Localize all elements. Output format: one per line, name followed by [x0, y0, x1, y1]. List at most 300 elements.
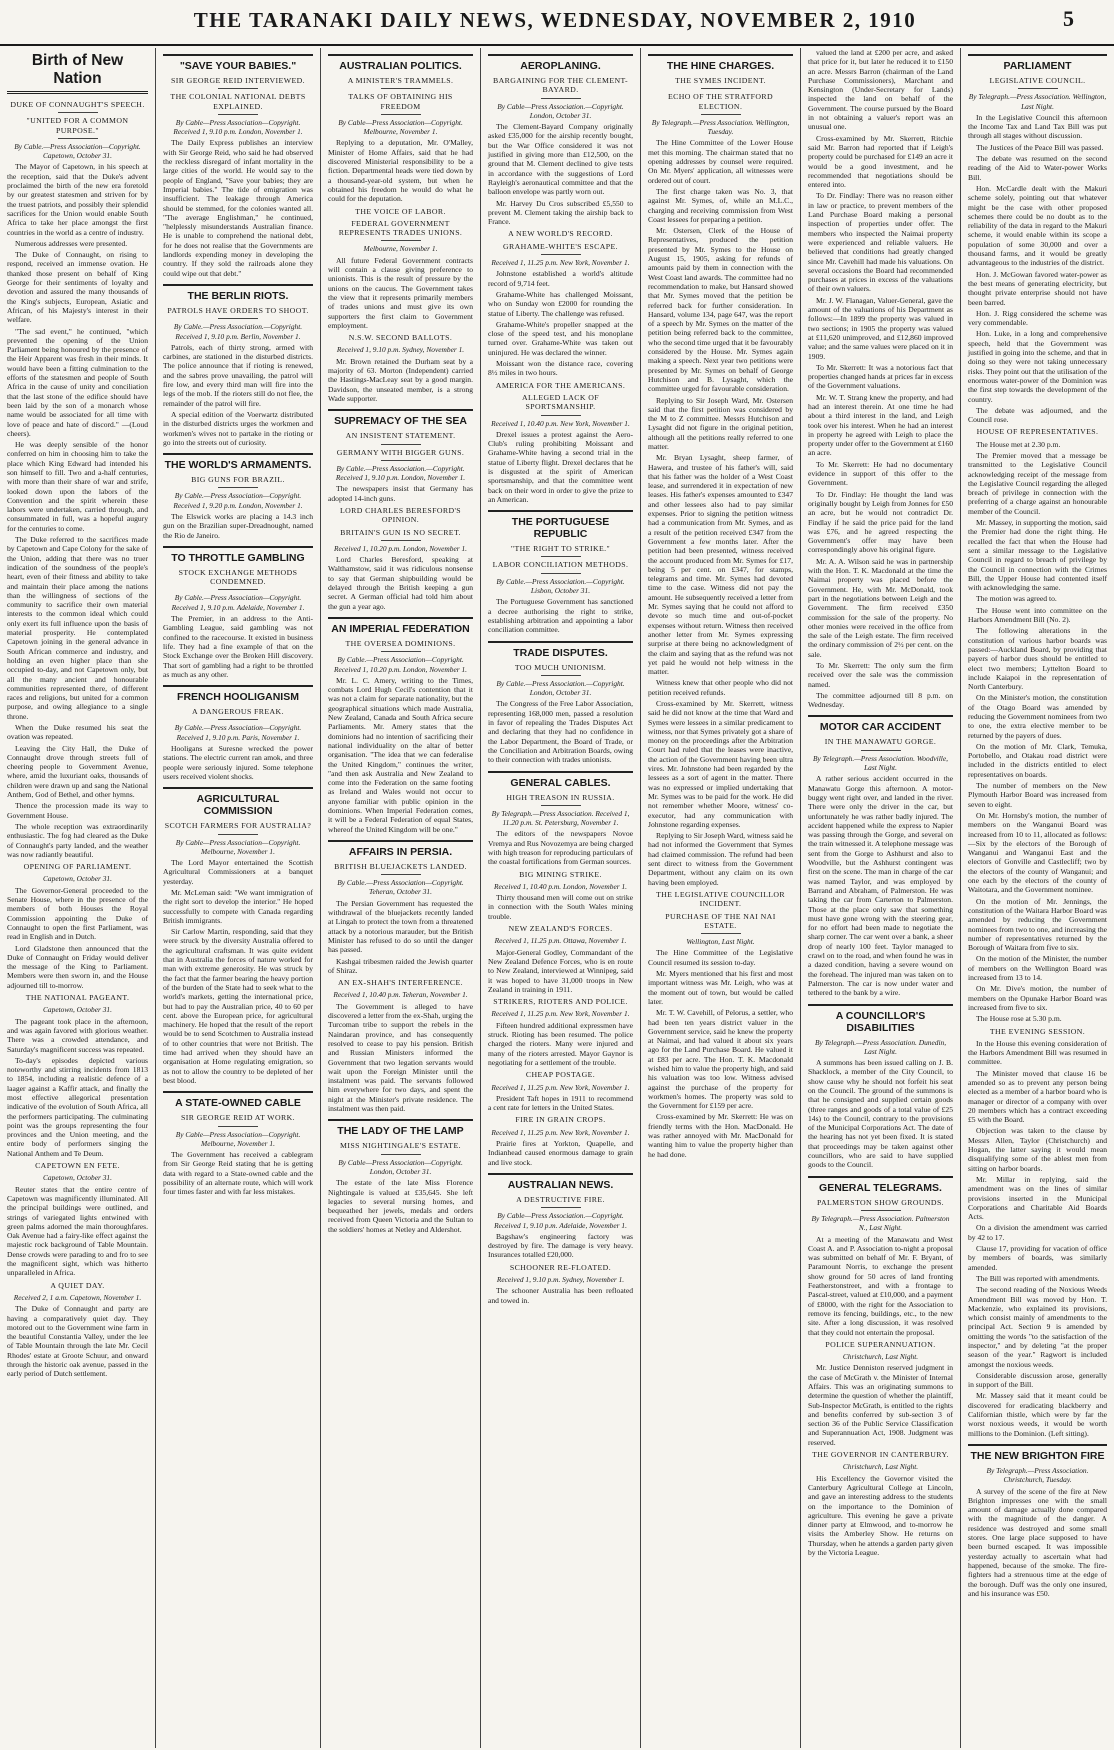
column-1 [0, 48, 155, 1748]
article-paragraph: The following alterations in the constitution of various harbor boards was passed:—Auckland Board, by providing that payers of harbor dues should be entitled to elect two members; Lyttelton Board to include Kaiapoi in the representation of North Canterbury. [968, 626, 1107, 692]
article-paragraph: The Bill was reported with amendments. [976, 1273, 1100, 1283]
article-paragraph: The newspapers insist that Germany has adopted 14-inch guns. [328, 484, 473, 503]
article-subhead: THE COLONIAL NATIONAL DEBTS EXPLAINED. [170, 92, 306, 111]
article-paragraph: The schooner Australia has been refloated and towed in. [488, 1286, 633, 1305]
article-headline: AEROPLANING. [488, 54, 633, 72]
article-dateline: Wellington, Last Night. [686, 937, 755, 947]
divider-rule [381, 874, 421, 875]
article-paragraph: The number of members on the New Plymouth Harbor Board was increased from seven to eight. [968, 781, 1107, 809]
article-headline: A STATE-OWNED CABLE [163, 1091, 313, 1109]
article-dateline: By Cable—Press Association—Copyright. Received 1, 9.10 p.m. London, November 1. [173, 117, 303, 137]
article-body [7, 886, 148, 990]
article-body [808, 774, 953, 997]
divider-rule [381, 240, 421, 241]
article-dateline: By Cable.—Press Association—Copyright. Capetown, October 31. [14, 141, 141, 161]
article-paragraph: To-day's episodes depicted various noteworthy and stirring incidents from 1813 to 1854, including a realistic defence of a laager against a Kaffir attack, and finally the most effective allegorical presentation indicative of the evolution of South Africa, all the performers participating. The culminating point was the groups representing the four provinces and the Union meeting, and the entire body of performers singing the National Anthem and Te Deum. [7, 1055, 148, 1158]
article-body [488, 430, 633, 504]
article [7, 1281, 148, 1379]
article-dateline: By Telegraph.—Press Association. Wellington, Tuesday. [651, 117, 790, 137]
article-headline: THE NEW BRIGHTON FIRE [968, 1444, 1107, 1462]
article-subhead: AN INSISTENT STATEMENT. [345, 431, 456, 441]
article-body [488, 1286, 633, 1305]
article-paragraph: To Mr. Skerrett: The only sum the firm received over the sale was the commission named. [808, 661, 953, 689]
article-paragraph: All future Federal Government contracts will contain a clause giving preference to unionists. This is the result of pressure by the unions on the caucus. The Government takes the view that it represents primarily members of trades unions and must give its own supporters the first claim to Government employment. [328, 255, 473, 330]
article-paragraph: valued the land at £200 per acre, and asked that price for it, but later he reduced it to £150 an acre. Messrs Barron (chairman of the Land Purchase Commissioners), Marchant and Kensington (Under-Secretary for Lands) inspected the land on behalf of the Government. The course pursued by the Board in not obtaining a valuer's report was an unusual one. [808, 48, 953, 132]
article-headline: A COUNCILLOR'S DISABILITIES [808, 1004, 953, 1034]
article-dateline: Capetown, October 31. [43, 874, 112, 884]
article-headline: MOTOR CAR ACCIDENT [808, 715, 953, 733]
article-paragraph: Mr. A. A. Wilson said he was in partnership with the Hon. T. K. Macdonald at the time the Naimai property was placed before the Government. He, with Mr. McDonald, took part in the negotiations between Leigh and the Government. The firm received £350 commission for the sale of the property. No other monies were received in the office from the sale of the Leigh estate. The firm received the ordinary commission of 2½ per cent. on the sale. [808, 556, 953, 659]
article [808, 48, 953, 709]
article-subhead: TOO MUCH UNIONISM. [514, 662, 607, 672]
article-dateline: Received 1, 10.40 p.m. New York, November 1. [491, 418, 630, 428]
article-paragraph: The House went into committee on the Harbors Amendment Bill (No. 2). [968, 605, 1107, 625]
article-subhead: FEDERAL GOVERNMENT REPRESENTS TRADES UNIONS. [338, 218, 463, 238]
article-headline: "SAVE YOUR BABIES." [163, 54, 313, 72]
article-paragraph: The Minister moved that clause 16 be amended so as to prevent any person being elected as a member of a harbor board who is manager or director of a company with over 20 members which has a contract exceeding £5 with the Board. [968, 1068, 1107, 1125]
article-dateline: By Telegraph.—Press Association. Woodville, Last Night. [813, 753, 948, 773]
article-body [328, 555, 473, 611]
article [328, 840, 473, 975]
article-dateline: By Cable.—Press Association—Copyright. Received 1, 9.10 p.m. Adelaide, November 1. [171, 593, 305, 612]
article-paragraph: The Daily Express publishes an interview with Sir George Reid, who said he had observed the reckless disregard of infant mortality in the large cities of the world. He would say to the people of England, "Save your babies; they are Imperial babies." The tide of emigration was insufficient. The leakage through America should be stemmed, for the colonies wanted all. "The average Englishman," he continued, "helplessly misunderstands Australian finance. He is unable to comprehend the national debt, for he does not realise that the Governments are landlords expending money in developing the country. If they sold the railroads alone they could wipe out that debt." [163, 138, 313, 278]
article-headline: STRIKERS, RIOTERS AND POLICE. [493, 997, 628, 1007]
divider-rule [701, 114, 741, 115]
article-body [968, 1487, 1107, 1599]
article-paragraph: To Dr. Findlay: He thought the land was originally bought by Leigh from Jonnes for £50 an acre, but he would not contradict Dr. Findlay if he said the price paid for the land was £76, and he agreed respecting the Government's offer may have been correspondingly above his original figure. [808, 489, 953, 555]
article [488, 229, 633, 377]
article [163, 54, 313, 278]
article-subhead: STOCK EXCHANGE METHODS CONDEMNED. [178, 567, 298, 587]
article-dateline: By Cable—Press Association—Copyright. Melbourne, November 1. [175, 837, 301, 856]
divider-rule [218, 318, 258, 319]
article-body [488, 1021, 633, 1067]
article-paragraph: The editors of the newspapers Novoe Vremya and Rus Novozemya are being charged with high treason for reproducing particulars of the coastal fortifications from German sources. [488, 829, 633, 867]
article-subhead: "UNITED FOR A COMMON PURPOSE." [26, 116, 129, 135]
article [163, 1091, 313, 1196]
article-body [488, 699, 633, 764]
article-paragraph: Cross-examined by Mr. Skerrett, witness said he did not know at the time that Ward and Symes were lessees in a similar predicament to witness, nor that Symes privately got a share of money on the proceedings after the Arbitration Court had ruled that the leases were inactive, the action of the Government having been ultra vires. Mr. Johnstone had been regarded by the lessees as a sort of agent in the matter. There was no expressed or implied undertaking that Mr. Symes was to be paid for the work. He did not remember whether Moore, witness' co-executor, had any communication with Johnstone regarding expenses. [648, 699, 793, 829]
article [163, 685, 313, 781]
article-body [163, 138, 313, 277]
divider-rule [218, 88, 258, 89]
article-dateline: By Cable—Press Association—Copyright. Melbourne, November 1. [338, 117, 463, 137]
article-subhead: GERMANY WITH BIGGER GUNS. [336, 447, 465, 457]
article-paragraph: Considerable discussion arose, generally in support of the Bill. [968, 1370, 1107, 1390]
article-paragraph: The estate of the late Miss Florence Nightingale is valued at £35,645. She left legacies to several nursing homes, and bequeathed her jewels, medals and orders received from Queen Victoria and the Sultan to the soldiers' homes at Netley and Aldershot. [328, 1178, 473, 1234]
article-paragraph: The Premier moved that a message be transmitted to the Legislative Council acknowledging receipt of the message from the Legislative Council regarding the alleged breach of privilege in connection with the preferring of a charge against an honourable member of the Council. [968, 450, 1107, 516]
article [488, 1115, 633, 1166]
article [488, 1263, 633, 1305]
divider-rule [541, 254, 581, 255]
article-headline: Birth of New Nation [7, 52, 148, 94]
article [328, 506, 473, 611]
divider-rule [541, 415, 581, 416]
article-headline: SCHOONER RE-FLOATED. [509, 1262, 612, 1272]
article-paragraph: Mr. Ostersen, Clerk of the House of Representatives, produced the petition presented by Mr. Symes to the House on August 15, 1905, asking for refunds of amounts paid by them in connection with the West Coast land awards. The committee had no recommendation to make, but Hansard showed that Mr. Symes moved that the petition be referred back for further consideration. In Hansard, volume 134, page 647, was the report of a speech by Mr. Symes on the matter of the petition being referred back to the committee, who the second time urged that it be favourably considered by the House. Mr. Symes again making a speech. Next year two petitions were presented by Mr. Symes on behalf of George Hutchison and B. Lysaght, which the committee urged for favourable consideration. [648, 226, 793, 394]
article-paragraph: Thirty thousand men will come out on strike in connection with the South Wales mining trouble. [488, 893, 633, 921]
article [968, 427, 1107, 1023]
column-7 [960, 48, 1114, 1748]
article-paragraph: Johnstone established a world's altitude record of 9,714 feet. [488, 269, 633, 288]
article-headline: HOUSE OF REPRESENTATIVES. [976, 427, 1099, 437]
article [163, 284, 313, 447]
article-paragraph: Mr. Massey, in supporting the motion, said the Premier had done the right thing. He recalled the fact that when the House had sent a similar message to the Legislative Council in regard to breach of privilege by the Council in connection with the Crimes Bill, the Upper House had contented itself with acknowledging the same. [968, 518, 1107, 593]
article-dateline: By Cable.—Press Association—Copyright. Received 1, 10.20 p.m. London, November 1. [333, 655, 467, 674]
article-subhead: A MINISTER'S TRAMMELS. [347, 76, 454, 85]
article-paragraph: The Hine Committee of the Legislative Council resumed its session to-day. [648, 948, 793, 967]
divider-rule [381, 444, 421, 445]
article [328, 333, 473, 403]
article-body [7, 1185, 148, 1278]
article-headline: GENERAL TELEGRAMS. [808, 1176, 953, 1194]
article-body [328, 1178, 473, 1234]
article-body [488, 1232, 633, 1260]
article-paragraph: The Lord Mayor entertained the Scottish Agricultural Commissioners at a banquet yesterday. [163, 858, 313, 886]
article-headline: OPENING OF PARLIAMENT. [23, 862, 132, 872]
article [7, 1161, 148, 1278]
article [328, 978, 473, 1113]
article-paragraph: The second reading of the Noxious Weeds Amendment Bill was moved by Hon. T. Mackenzie, who explained its provisions, which consist mainly of amendments to the principal Act. Section 9 is amended by omitting the words "to the satisfaction of the inspector," and by deleting "at the proper season of the year." Ragwort is included amongst the noxious weeds. [968, 1285, 1107, 1369]
article-headline: THE GOVERNOR IN CANTERBURY. [812, 1450, 949, 1460]
article-paragraph: The debate was adjourned, and the Council rose. [968, 405, 1107, 425]
article-body [7, 1304, 148, 1378]
article-subhead: DUKE OF CONNAUGHT'S SPEECH. [10, 100, 145, 109]
article-subhead: BRITAIN'S GUN IS NO SECRET. [340, 527, 461, 537]
divider-rule [1018, 88, 1058, 89]
article-subhead: TALKS OF OBTAINING HIS FREEDOM [348, 92, 453, 111]
article-subhead: MISS NIGHTINGALE'S ESTATE. [340, 1141, 461, 1151]
article-paragraph: Grahame-White's propeller snapped at the close of the speed test, and his monoplane turned over. Grahame-White was taken out uninjured. He was declared the winner. [488, 319, 633, 357]
article-subhead: LABOR CONCILIATION METHODS. [492, 560, 629, 570]
article [808, 1176, 953, 1337]
article-dateline: Received 1, 11.25 p.m. New York, November 1. [491, 1082, 630, 1092]
article-headline: LORD CHARLES BERESFORD'S OPINION. [339, 505, 462, 525]
article-subhead: ALLEGED LACK OF SPORTSMANSHIP. [521, 392, 600, 412]
article-subhead: ECHO OF THE STRATFORD ELECTION. [667, 92, 774, 111]
article-dateline: By Cable.—Press Association.—Copyright. Received 1, 9.10 p.m. Berlin, November 1. [173, 322, 303, 341]
column-4 [480, 48, 640, 1748]
article-paragraph: Moissant won the distance race, covering 8½ miles in two hours. [488, 359, 633, 378]
article-headline: AFFAIRS IN PERSIA. [328, 840, 473, 858]
article-dateline: By Cable.—Press Association.—Copyright. London, October 31. [496, 678, 625, 698]
article-paragraph: The Portuguese Government has sanctioned a decree authorising the right to strike, establishing arbitration and appointing a labor conciliation committee. [488, 597, 633, 635]
article-body [7, 1017, 148, 1158]
divider-rule [701, 88, 741, 89]
article [328, 1119, 473, 1234]
article-paragraph: A survey of the scene of the fire at New Brighton impresses one with the small amount of damage actually done compared with the magnitude of the danger. A residence was destroyed and some small stores. One large place supposed to have been burned escaped. It was impossible yesterday actually to ascertain what had happened, because of the smoke. The fire-fighters had a strenuous time at the edge of the borough. Duff was the only one insured, and his insurance was £50. [968, 1486, 1107, 1598]
article-subhead: BIG GUNS FOR BRAZIL. [191, 475, 285, 485]
article-subhead: PATROLS HAVE ORDERS TO SHOOT. [167, 305, 309, 315]
article [488, 1070, 633, 1112]
article-headline: THE BERLIN RIOTS. [163, 284, 313, 302]
article-subhead: BRITISH BLUEJACKETS LANDED. [334, 861, 467, 871]
article-body [968, 1039, 1107, 1438]
article-paragraph: On Mr. Hornsby's motion, the number of members on the Wanganui Board was increased from 10 to 11, allocated as follows:—Six by the electors of the Borough of Wanganui and Wanganui East and the electors of Gonville and Castlecliff; two by the electors of the county of Wanganui; and one each by the electors of the county of Waitotara, and the Government nominee. [968, 810, 1107, 895]
article-headline: THE NATIONAL PAGEANT. [25, 993, 130, 1003]
article-paragraph: The debate was resumed on the second reading of the Aid to Water-power Works Bill. [968, 154, 1107, 182]
article-paragraph: To Dr. Findlay: There was no reason either in law or practice, to prevent members of the Land Purchase Board making a personal inspection of properties under offer. The members who inspected the Naimai property were experienced and reliable valuers. He believed that conditions had greatly changed since Mr. Cavehill had made his valuations. On several occasions the Board had recommended purchases at prices in excess of the valuations of their own valuers. [808, 191, 953, 294]
article-paragraph: Mr. McLeman said: "We want immigration of the right sort to develop the interior." He hoped successfully to compete with Canada regarding British immigrants. [163, 888, 313, 925]
divider-rule [218, 487, 258, 488]
article-dateline: By Telegraph.—Press Association. Wellington, Last Night. [968, 92, 1107, 111]
article-paragraph: The House rose at 5.30 p.m. [976, 1014, 1062, 1024]
divider-rule [218, 589, 258, 590]
article-paragraph: In the Legislative Council this afternoon the Income Tax and Land Tax Bill was put through all stages without discussion. [968, 112, 1107, 141]
article-dateline: Received 1, 11.25 p.m. New York, November 1. [491, 1127, 630, 1137]
article [488, 641, 633, 765]
article-dateline: Capetown, October 31. [43, 1005, 112, 1015]
article-paragraph: Replying to Sir Joseph Ward, witness said he had not informed the Government that Symes had claimed commission. The refund had been sent direct to witness from the Government Department, without any claim on its own having been employed. [648, 831, 793, 887]
article-body [488, 122, 633, 226]
article-dateline: Capetown, October 31. [43, 1173, 112, 1183]
article-paragraph: In the House this evening consideration of the Harbors Amendment Bill was resumed in committee. [968, 1038, 1107, 1067]
article-paragraph: Replying to a deputation, Mr. O'Malley, Minister of Home Affairs, said that he had discovered Ministerial responsibility to be a fiction. Departmental heads were tied down by a thousand-year-old system, but when he obtained his freedom he would do what he could for the deputation. [328, 138, 473, 204]
article-paragraph: Mr. W. T. Strang knew the property, and had had an interest therein. At one time he had about a third interest in the land, and Leigh took over his interest. When he had an interest in property he agreed with Leigh to place the property under offer to the Government at £160 an acre. [808, 392, 953, 458]
article [7, 993, 148, 1158]
article-body [328, 256, 473, 330]
article-dateline: By Cable.—Press Association.—Copyright. Received 1, 9.10 p.m. London, November 1. [335, 463, 466, 483]
article-headline: AUSTRALIAN NEWS. [488, 1173, 633, 1191]
article-dateline: Christchurch, Last Night. [842, 1462, 919, 1472]
article-subhead: THE OVERSEA DOMINIONS. [345, 638, 456, 648]
article-headline: FRENCH HOOLIGANISM [163, 685, 313, 703]
divider-rule [381, 1154, 421, 1155]
divider-rule [541, 98, 581, 99]
divider-rule [381, 88, 421, 89]
article-paragraph: "The sad event," he continued, "which prevented the opening of the Union Parliament being honoured by the presence of the Heir Apparent was fresh in their minds. It would have been a fitting culmination to the efforts of the statesmen and people of South Africa in the cause of unity and conciliation that the last stone of the edifice should have been laid by the son of a monarch whose name would be associated for all time with love of peace and hate of discord." —(Loud cheers). [7, 326, 148, 438]
divider-rule [541, 1207, 581, 1208]
article-subhead: A DESTRUCTIVE FIRE. [516, 1194, 605, 1204]
article-dateline: By Cable—Press Association—Copyright. London, October 31. [338, 1157, 463, 1176]
article-headline: THE LADY OF THE LAMP [328, 1119, 473, 1137]
article-paragraph: Mr. Bryan Lysaght, sheep farmer, of Hawera, and trustee of his father's will, said that his father was the holder of a West Coast lease, and surrendered it in expectation of new leases. His father's expenses amounted to £347 and other lessees also had to pay similar expenses. Prior to signing the petition witness had a communication from Mr. Symes, and as a result of the petition received £347 from the Government a few months later. After the petition had been presented, witness received the account produced from Mr. Symes for £17, being 5 per cent. on £347, for stamps, telegrams and time. Mr. Symes had devoted time to the case. Witness did not pay the amount. He subsequently received a letter from Mr. Symes saying that he could not afford to devote so much time and out-of-pocket expenses without return. Witness then received another letter from Mr. Symes expressing surprise at there being no acknowledgment of the claim and saying that as the refund was not yet paid he would not help witness in the matter. [648, 453, 793, 677]
article-body [328, 357, 473, 403]
article-subhead: SIR GEORGE REID AT WORK. [181, 1113, 295, 1123]
newspaper-title: THE TARANAKI DAILY NEWS, WEDNESDAY, NOVEMBER 2, 1910 [193, 8, 917, 32]
article [488, 997, 633, 1067]
article-paragraph: On the motion of the Minister, the number of members on the Wellington Board was increased from 13 to 14. [968, 954, 1107, 983]
article-paragraph: Mr. L. C. Amery, writing to the Times, combats Lord Hugh Cecil's contention that it was not a claim for separate nationality, but the geographical situations which made Australia, New Zealand, Canada and South Africa secure Parliaments. Mr. Amery states that the dominions had no intention of sacrificing their national individuality on the altar of better organisation. "The idea that we can federalise the United Kingdom," continues the writer, "and then ask Australia and New Zealand to come into the Federation on the same footing as Ireland and Wales would not occur to anyone familiar with public opinion in the dominions. When Imperial Federation comes, it will be a Federal Federation of equal States, whereof the United Kingdom will be one." [328, 675, 473, 834]
article-dateline: Received 1, 11.25 p.m. Ottawa, November 1. [494, 936, 627, 946]
article-paragraph: The committee adjourned till 8 p.m. on Wednesday. [808, 690, 953, 710]
divider-rule [381, 114, 421, 115]
article-body [488, 1094, 633, 1113]
article-paragraph: On the motion of Mr. Jennings, the constitution of the Waitara Harbor Board was amended by reducing the Government nominees from two to one, and increasing the number of representatives returned by the Borough of Waitara from five to six. [968, 896, 1107, 953]
article-dateline: Melbourne, November 1. [363, 244, 438, 254]
article-paragraph: The Justices of the Peace Bill was passed. [976, 142, 1104, 152]
article-body [968, 113, 1107, 425]
page-number: 5 [1063, 6, 1074, 31]
article-paragraph: On a division the amendment was carried by 42 to 17. [968, 1223, 1107, 1242]
article [328, 617, 473, 834]
article-headline: SUPREMACY OF THE SEA [328, 409, 473, 427]
article [808, 715, 953, 997]
article-headline: POLICE SUPERANNUATION. [825, 1339, 936, 1349]
article [488, 1173, 633, 1260]
article-paragraph: The Congress of the Free Labor Association, representing 168,000 men, passed a resolution in favor of repealing the Trades Disputes Act and declaring that they had no confidence in the Labor Department, the Board of Trade, or the Conciliation and Arbitration Boards, owing to their connection with trades unionists. [488, 699, 633, 765]
article-subhead: A DANGEROUS FREAK. [192, 707, 284, 717]
article-subhead: "THE RIGHT TO STRIKE." [510, 544, 611, 554]
article-dateline: By Telegraph.—Press Association. Palmerston N., Last Night. [811, 1213, 950, 1233]
article-subhead: LEGISLATIVE COUNCIL. [989, 76, 1086, 85]
article-headline: BIG MINING STRIKE. [519, 869, 602, 879]
article-paragraph: The Persian Government has requested the withdrawal of the bluejackets recently landed at Lingah to protect the town from a threatened attack by a notorious marauder, but the British Minister has refused to do so until the danger has passed. [328, 898, 473, 955]
article-paragraph: Fifteen hundred additional expressmen have struck. Rioting has been resumed. The police charged the rioters. Many were injured and many of the rioters arrested. Mayor Gaynor is negotiating for a settlement of the trouble. [488, 1020, 633, 1067]
article-dateline: By Telegraph.—Press Association. Christchurch, Tuesday. [986, 1465, 1089, 1485]
article-body [328, 899, 473, 975]
article-subhead: IN THE MANAWATU GORGE. [824, 737, 937, 747]
article [488, 870, 633, 921]
article-paragraph: The House met at 2.30 p.m. [976, 439, 1061, 449]
article-paragraph: When the Duke resumed his seat the ovation was repeated. [7, 723, 148, 742]
article-subhead: HIGH TREASON IN RUSSIA. [506, 792, 615, 802]
article-paragraph: Mr. Massey said that it meant could be discovered for eradicating blackberry and Californian thistle, which were by far the worst noxious weeds, it would be worth millions to the Dominion. (Left sitting). [968, 1391, 1107, 1438]
divider-rule [861, 1210, 901, 1211]
article-dateline: By Cable.—Press Association—Copyright. Teheran, October 31. [337, 878, 464, 897]
article-body [488, 829, 633, 866]
article-dateline: Received 1, 10.40 p.m. London, November 1. [493, 881, 627, 891]
article-paragraph: The Government has received a cablegram from Sir George Reid stating that he is getting data with regard to a State-owned cable and the possibility of an alternate route, which will work four times faster and with far less mistakes. [163, 1150, 313, 1197]
article-headline: CAPETOWN EN FETE. [35, 1161, 120, 1171]
article-dateline: Received 1, 10.20 p.m. London, November 1. [333, 543, 467, 553]
article-paragraph: Prairie fires at Yorkton, Quapelle, and Indianhead caused enormous damage to grain and live stock. [488, 1139, 633, 1167]
article-paragraph: Kashgai tribesmen raided the Jewish quarter of Shiraz. [328, 956, 473, 975]
divider-rule [218, 1126, 258, 1127]
article [488, 771, 633, 867]
article-dateline: By Cable—Press Association—Copyright. Melbourne, November 1. [175, 1129, 301, 1148]
article-dateline: By Cable.—Press Association—Copyright. Received 1, 9.20 p.m. London, November 1. [173, 491, 303, 510]
article-subhead: PURCHASE OF THE NAI NAI ESTATE. [665, 911, 776, 930]
article-subhead: PALMERSTON SHOW GROUNDS. [816, 1197, 945, 1207]
article-body [328, 484, 473, 503]
article-paragraph: Thence the procession made its way to Government House. [7, 801, 148, 820]
article [808, 1340, 953, 1447]
article-body [488, 269, 633, 377]
article-headline: CHEAP POSTAGE. [525, 1070, 596, 1080]
article-paragraph: Numerous addresses were presented. [15, 238, 128, 248]
article-subhead: SCOTCH FARMERS FOR AUSTRALIA? [164, 821, 312, 831]
article-paragraph: On the motion of Mr. Clark, Temuka, Portobello, and Otakau road district were included in the districts entitled to elect representatives on boards. [968, 741, 1107, 779]
divider-rule [218, 719, 258, 720]
divider-rule [541, 556, 581, 557]
article-headline: THE WORLD'S ARMAMENTS. [163, 453, 313, 471]
article-body [488, 893, 633, 921]
article-headline: AN EX-SHAH'S INTERFERENCE. [337, 978, 464, 988]
article-subhead: BARGAINING FOR THE CLEMENT-BAYARD. [493, 76, 628, 95]
article-paragraph: The Government is alleged to have discovered a letter from the ex-Shah, urging the Turcoman tribe to support the rebels in the Naindaran province, and has consequently resolved to cease to pay his pension. British and Russian Ministers informed the Government that two legation servants would wait upon the Foreign Minister until the instalment was paid. The servants followed him everywhere for two days, and spent the night at the Minister's private residence. The instalment was then paid. [328, 1001, 473, 1114]
article-paragraph: On Mr. Dive's motion, the number of members on the Opunake Harbor Board was increased from five to six. [968, 984, 1107, 1012]
article-paragraph: Leaving the City Hall, the Duke of Connaught drove through streets full of cheering people to Government Avenue, where, amid the luxuriant oaks, thousands of children were drawn up and sang the National Anthem, God of Bethel, and other hymns. [7, 743, 148, 800]
article [488, 54, 633, 226]
article-headline: N.S.W. SECOND BALLOTS. [348, 333, 453, 343]
article-headline: THE VOICE OF LABOR. [355, 206, 446, 216]
article-dateline: By Cable—Press Association.—Copyright. Received 1, 9.10 p.m. Adelaide, November 1. [494, 1211, 627, 1230]
article-body [808, 1363, 953, 1447]
article-paragraph: The Mayor of Capetown, in his speech at the reception, said that the Duke's advent proclaimed the birth of the new era foretold by our greatest statesmen and striven for by the truest patriots, and possibly their splendid sacrifices for the Union would enable South Africa to take her place amongst the first countries in the world as a centre of industry. [7, 162, 148, 237]
article-headline: GENERAL CABLES. [488, 771, 633, 789]
divider-rule [861, 750, 901, 751]
article-paragraph: Objection was taken to the clause by Messrs Allen, Taylor (Christchurch) and Hogan, the latter saying it would mean disqualifying some of the ablest men from sitting on harbor boards. [968, 1126, 1107, 1173]
column-2 [155, 48, 320, 1748]
article-paragraph: At a meeting of the Manawatu and West Coast A. and P. Association to-night a proposal was submitted on behalf of Mr. F. Bryant, of Paramount Norris, to exchange the present show ground for 50 acres of land fronting Featherstonstreet, and with a frontage to Pascal-street, valued at £10,000, and a payment of £8000, with the right for the Association to remove its fencing, buildings, etc., to the new site. After a long discussion, it was resolved that they could not entertain the proposal. [808, 1234, 953, 1337]
article-body [163, 744, 313, 781]
article-paragraph: The Duke of Connaught, on rising to respond, received an immense ovation. He thanked those present on behalf of King George for their sentiments of loyalty and devotion and assured the many thousands of the King's subjects, European, Asiatic and African, of his Majesty's interest in their welfare. [7, 250, 148, 325]
article-body [808, 1474, 953, 1558]
article-paragraph: Mr. Brown retained the Durham seat by a majority of 63. Morton (Independent) carried the Hastings-MacLeay seat by a good margin. Davidson, the unseated member, is a strong Wade supporter. [328, 356, 473, 403]
article-dateline: Received 1, 9.10 p.m. Sydney, November 1. [336, 345, 465, 355]
divider-rule [541, 675, 581, 676]
article-dateline: By Cable.—Press Association—Copyright. Received 1, 9.10 p.m. Paris, November 1. [174, 723, 302, 742]
article-paragraph: The Clement-Bayard Company originally asked £35,000 for the airship recently bought, but the War Office considered it was not justified in giving more than £12,500, on the ground that M. Clement declined to give tests in accordance with the suggestions of Lord Rayleigh's aeronautical committee and that the balloon envelope was partly worn out. [488, 122, 633, 197]
article [648, 54, 793, 887]
article-body [7, 162, 148, 859]
article-headline: AN IMPERIAL FEDERATION [328, 617, 473, 635]
article-paragraph: Mr. Justice Denniston reserved judgment in the case of McGrath v. the Minister of Internal Affairs. This was an originating summons to determine the question of whether the plaintiff, Sub-Inspector McGrath, is entitled to the rights and benefits conferred by sub-section 3 of section 36 of the Public Service Classification and Superannuation Act, 1908. Judgment was reserved. [808, 1363, 953, 1447]
article-body [163, 858, 313, 1085]
article-paragraph: Mr. Myers mentioned that his first and most important witness was Mr. Leigh, who was at the moment out of town, but would be called later. [648, 969, 793, 1006]
article-dateline: By Telegraph.—Press Association. Received 1, 11.20 p.m. St. Petersburg, November 1. [491, 808, 630, 828]
article-paragraph: To Mr. Skerrett: He had no documentary evidence in support of this offer to the Government. [808, 459, 953, 488]
article-paragraph: The Governor-General proceeded to the Senate House, where in the presence of the members of both Houses the Royal Commission appointing the Duke of Connaught to open the first Parliament, was read in English and in Dutch. [7, 885, 148, 942]
article [328, 409, 473, 503]
article-headline: AGRICULTURAL COMMISSION [163, 787, 313, 817]
divider-rule [381, 651, 421, 652]
article-paragraph: A rather serious accident occurred in the Manawatu Gorge this afternoon. A motor-buggy went right over, and landed in the river. There were only the driver in the car, but unfortunately he was rather badly injured. The accident happened while the express to Napier was passing through the Gorge, and several on the train witnessed it. A telephone message was sent from the Gorge to Ashhurst and also to Woodville, but the Ashhurst contingent was first on the scene. The man in charge of the car was named Taylor, and was employed by Barrand and Abraham, of Palmerston. He was taking the car from Carterton to Palmerston. Those at the place only saw that something must have gone wrong with the steering gear, for no effort had been made to negotiate the sharp corner. The car went over a bank, a sheer drop of nearly 100 feet. Taylor managed to crawl on to the road, and when found he was in a dazed condition, having a severe wound on the forehead. The injured man was taken on to Palmerston. The car is now under water and tethered to the bank by a wire. [808, 774, 953, 998]
article-paragraph: He was deeply sensible of the honor conferred on him in choosing him to take the place which King Edward had intended his son himself to fill. Two and a-half centuries, with more than their share of war and strife, looked down upon the labors of the Convention and the spirit wherein these labors were undertaken, carried through, and consummated in full, was a hopeful augury for the centuries to come. [7, 440, 148, 533]
column-3 [320, 48, 480, 1748]
article-dateline: By Cable—Press Association.—Copyright. London, October 31. [497, 101, 624, 120]
article-body [808, 48, 953, 709]
article-headline: TO THROTTLE GAMBLING [163, 546, 313, 564]
article-paragraph: The Duke referred to the sacrifices made by Capetown and Cape Colony for the sake of the Union, adding that there was no truer indication of the soundness of the people's heart, even of their fitness and ability to take and maintain their place among the nations than the willingness of sections of the community to sacrifice their own material interests to the common ideal which could only exert its full influence upon the basis of material prosperity. He contemplated Capetown joining in the general advance in South African commerce and industry, and holding an even higher place than she occupied to-day, and not Capetown only, but all the many ancient and honourable communities represented there, of different races and religions, but united for a common purpose, and owing allegiance to a single throne. [7, 535, 148, 721]
article-paragraph: Major-General Godley, Commandant of the New Zealand Defence Forces, who is en route to New Zealand, interviewed at Winnipeg, said it was hoped to have 31,000 troops in New Zealand in training in 1911. [488, 947, 633, 994]
article-headline: THE EVENING SESSION. [989, 1026, 1086, 1036]
article [968, 1444, 1107, 1598]
article-body [808, 1235, 953, 1337]
article-body [488, 948, 633, 994]
article-paragraph: President Taft hopes in 1911 to recommend a cent rate for letters in the United States. [488, 1093, 633, 1113]
article-headline: TRADE DISPUTES. [488, 641, 633, 659]
article-dateline: Christchurch, Last Night. [842, 1352, 919, 1362]
article-headline: AMERICA FOR THE AMERICANS. [495, 380, 626, 390]
article-paragraph: The Elswick works are placing a 14.3 inch gun on the Brazilian super-Dreadnought, named the Rio de Janeiro. [163, 511, 313, 540]
article-body [488, 1139, 633, 1167]
article [328, 207, 473, 331]
article-paragraph: The motion was agreed to. [976, 594, 1057, 604]
article-paragraph: Drexel issues a protest against the Aero-Club's ruling prohibiting Moissant and Grahame-White having a second trial in the statue of Liberty flight. Drexel declares that he is disgusted at the spirit of American sportsmanship, and that the committee went back on their word in order to give the prize to an American. [488, 429, 633, 504]
article-paragraph: Mr. Harvey Du Cros subscribed £5,550 to prevent M. Clement taking the airship back to France. [488, 198, 633, 227]
article-body [488, 597, 633, 634]
article-paragraph: Hon. Luke, in a long and comprehensive speech, held that the Government was justified in going into the scheme, and that in doing so they were not taking unnecessary risks. They point out that the utilisation of the enormous water-power of the Dominion was the first step towards the development of the country. [968, 329, 1107, 404]
article-headline: THE LEGISLATIVE COUNCILLOR INCIDENT. [655, 889, 786, 909]
article-paragraph: Mr. T. W. Cavehill, of Pelorus, a settler, who had been ten years district valuer in the Government service, said he knew the property at Naimai, and had valued it about six years ago for the Land Purchase Board. He valued it at £83 per acre. The Hon. T. K. Macdonald wished him to value the property high, and said his valuation was too low. Witness advised against the purchase of the property for workmen's homes. The property was sold to the Government for £159 per acre. [648, 1008, 793, 1111]
article-paragraph: Sir Carlow Martin, responding, said that they were struck by the diversity Australia offered to the agricultural craftsman. It was quite evident that in Australia the forces of nature worked for man with extreme generosity. He was struck by the fact that the farmer bearing the heavy portion of the burden of the State had to seek what to the world's markets, getting the international price, but had to pay the Australian price, 40 to 60 per cent. above the European price, for agricultural machinery. He hoped that the result of the report would be to send Scotchmen to Australia instead of to other countries that were not British. The time had arrived when they should have an organisation at Home regulating emigration, so as not to allow the country to be depleted of her best blood. [163, 927, 313, 1085]
article-paragraph: Cross-examined by Mr. Skerrett, Ritchie said Mr. Barron had reported that if Leigh's property could be purchased for £149 an acre it would be a good investment, and he recommended that negotiations should be entered into. [808, 133, 953, 190]
article [968, 54, 1107, 424]
article-dateline: Received 1, 11.25 p.m. New York, November 1. [491, 258, 630, 268]
article [968, 1027, 1107, 1438]
article-body [163, 343, 313, 447]
article-headline: A NEW WORLD'S RECORD. [508, 229, 613, 239]
article-paragraph: A summons has been issued calling on J. B. Shacklock, a member of the City Council, to show cause why he should not forfeit his seat on the Council. The ground of the summons is that he consigned and supplied certain goods (three ranges and goods of a total value of £25 14s) to the Council, contrary to the provisions of the Municipal Corporations Act. The date of the hearing has not yet been fixed. It is stated that proceedings may be taken against other councillors, who are said to have supplied goods to the Council. [808, 1058, 953, 1170]
article [7, 52, 148, 859]
article-headline: A QUIET DAY. [50, 1280, 105, 1290]
article-paragraph: Clause 17, providing for vacation of office by members of boards, was similarly amended. [968, 1244, 1107, 1272]
masthead [0, 0, 1114, 46]
article-paragraph: Grahame-White has challenged Moissant, who on Sunday won £2000 for rounding the statue of Liberty. The challenge was refused. [488, 289, 633, 318]
article [808, 1004, 953, 1170]
